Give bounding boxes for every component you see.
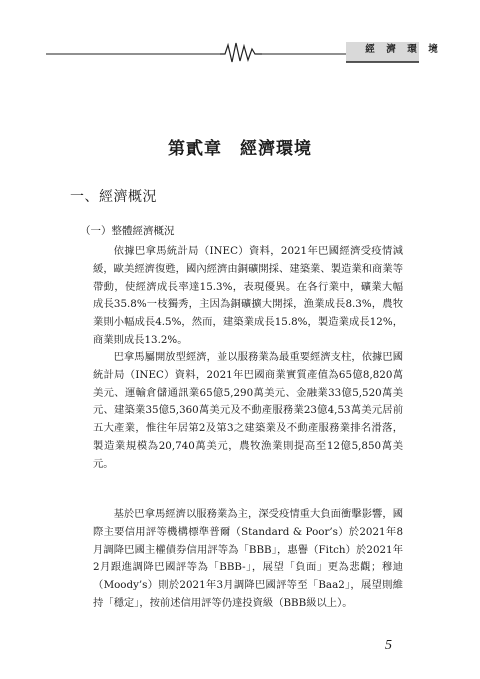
body-paragraph: 依據巴拿馬統計局（INEC）資料，2021年巴國經濟受疫情減緩，歐美經濟復甦，國內經濟由銅礦開採、建築業、製造業和商業等帶動，使經濟成長率達15.3%，表現優異。在各行業中，礦業大幅成長35.8%一枝獨秀，主因為銅礦擴大開採，漁業成長8.3%，農牧業則小幅成長4.5%，然而，建築業成長15.8%，製造業成長12%，商業則成長13.2%。 <box>93 245 403 346</box>
page-number: 5 <box>385 638 392 653</box>
header-label: 經 濟 環 境 <box>365 44 439 55</box>
section-heading: 一、經濟概況 <box>70 189 157 205</box>
running-header <box>46 40 439 64</box>
subsection-heading: （一）整體經濟概況 <box>80 225 175 237</box>
chapter-title: 第貳章 經濟環境 <box>168 139 312 159</box>
body-paragraph: 基於巴拿馬經濟以服務業為主，深受疫情重大負面衝擊影響，國際主要信用評等機構標準普爾（Standard & Poor’s）於2021年8月調降巴國主權債券信用評等為「BBB」，惠譽（Fitch）於2021年2月跟進調降巴國評等為「BBB-」，展望「負面」更為悲觀；穆迪（Moody’s）則於2021年3月調降巴國評等至「Baa2」，展望則維持「穩定」，按前述信用評等仍達投資級（BBB級以上）。 <box>93 508 403 609</box>
body-paragraph: 巴拿馬屬開放型經濟，並以服務業為最重要經濟支柱，依據巴國統計局（INEC）資料，2021年巴國商業實質產值為65億8,820萬美元、運輸倉儲通訊業65億5,290萬美元、金融業33億5,520萬美元、建築業35億5,360萬美元及不動產服務業23億4,53萬美元居前五大產業，惟往年居第2及第3之建築業及不動產服務業排名滑落，製造業規模為20,740萬美元，農牧漁業則提高至12億5,850萬美元。 <box>93 351 403 470</box>
